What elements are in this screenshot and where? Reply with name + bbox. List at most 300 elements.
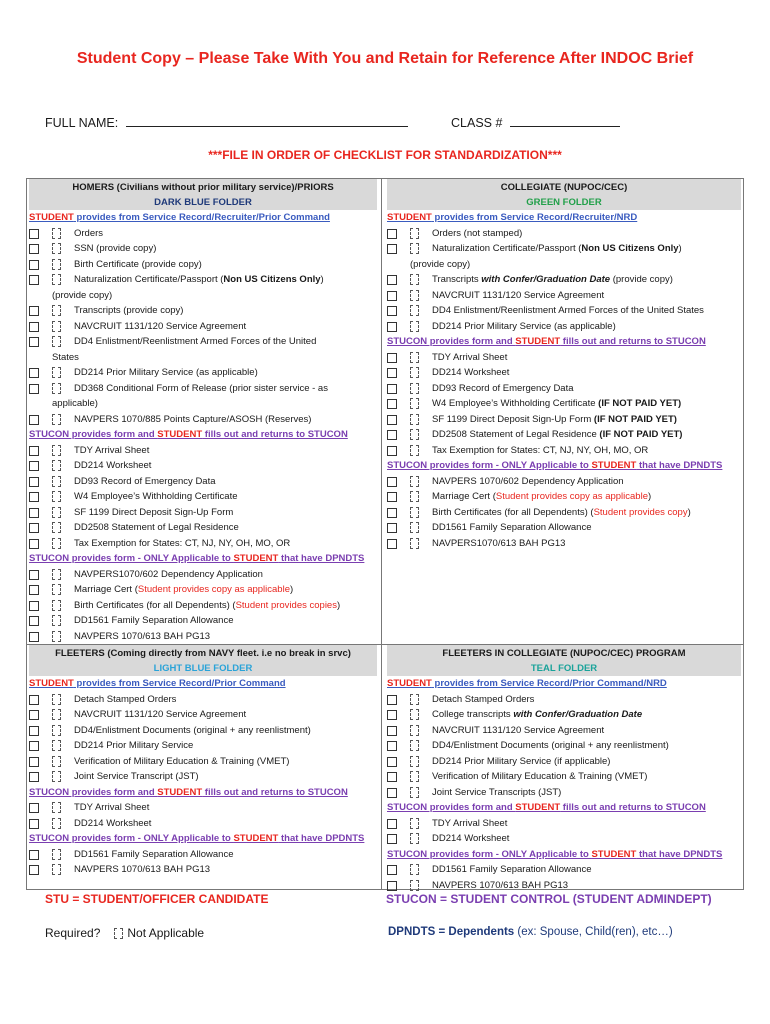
homers-section bbox=[29, 179, 377, 644]
checkbox[interactable] bbox=[29, 477, 39, 487]
checkbox[interactable] bbox=[29, 772, 39, 782]
item-label: Birth Certificates (for all Dependents) (Student provides copies) bbox=[74, 599, 341, 611]
checkbox[interactable] bbox=[29, 616, 39, 626]
checkbox[interactable] bbox=[29, 710, 39, 720]
list-item[interactable] bbox=[387, 692, 741, 708]
item-label: TDY Arrival Sheet bbox=[74, 802, 150, 813]
checkbox[interactable] bbox=[29, 415, 39, 425]
text: ) bbox=[320, 274, 324, 285]
list-item[interactable] bbox=[387, 241, 741, 257]
list-item[interactable] bbox=[29, 598, 377, 614]
stu-legend: STU = STUDENT/OFFICER CANDIDATE bbox=[45, 892, 269, 906]
list-item[interactable] bbox=[387, 319, 741, 335]
list-item[interactable] bbox=[29, 723, 377, 739]
list-item[interactable] bbox=[29, 226, 377, 242]
checkbox-na[interactable] bbox=[52, 336, 61, 347]
sec-text: STUCON provides form - ONLY Applicable to bbox=[29, 553, 234, 564]
checkbox[interactable] bbox=[387, 291, 397, 301]
checkbox[interactable] bbox=[387, 757, 397, 767]
checkbox[interactable] bbox=[387, 819, 397, 829]
checkbox-na[interactable] bbox=[410, 352, 419, 363]
checkbox-na[interactable] bbox=[410, 491, 419, 502]
checkbox-na[interactable] bbox=[410, 445, 419, 456]
dpndts-key: DPNDTS = Dependents bbox=[388, 926, 515, 938]
checkbox[interactable] bbox=[29, 632, 39, 642]
checkbox-na[interactable] bbox=[52, 414, 61, 425]
checkbox[interactable] bbox=[29, 695, 39, 705]
text-red: Student provides copy bbox=[593, 506, 688, 518]
checkbox[interactable] bbox=[387, 415, 397, 425]
item-label: DD93 Record of Emergency Data bbox=[74, 475, 216, 487]
item-label: Detach Stamped Orders bbox=[74, 693, 177, 705]
list-item[interactable] bbox=[29, 567, 377, 583]
text: ) bbox=[678, 243, 682, 254]
checkbox[interactable] bbox=[29, 275, 39, 285]
list-item[interactable] bbox=[387, 443, 741, 459]
checkbox[interactable] bbox=[29, 461, 39, 471]
list-item[interactable] bbox=[29, 769, 377, 785]
checkbox-na[interactable] bbox=[52, 600, 61, 611]
sec-text: STUCON provides form - ONLY Applicable to bbox=[29, 833, 234, 844]
list-item[interactable] bbox=[29, 862, 377, 878]
checkbox-na[interactable] bbox=[52, 569, 61, 580]
sec-text: STUCON provides form and bbox=[387, 336, 516, 347]
checkbox-na[interactable] bbox=[52, 522, 61, 533]
checkbox[interactable] bbox=[387, 539, 397, 549]
checkbox[interactable] bbox=[387, 477, 397, 487]
fleeters-sec2-heading bbox=[29, 785, 377, 801]
full-name-label: FULL NAME: bbox=[45, 116, 119, 130]
dpndts-legend bbox=[388, 926, 673, 938]
checkbox[interactable] bbox=[29, 741, 39, 751]
checkbox[interactable] bbox=[387, 865, 397, 875]
list-item[interactable] bbox=[29, 520, 377, 536]
checkbox[interactable] bbox=[29, 570, 39, 580]
checkbox[interactable] bbox=[29, 757, 39, 767]
item-label: DD368 Conditional Form of Release (prior sister service - as bbox=[74, 382, 328, 394]
checkbox[interactable] bbox=[387, 726, 397, 736]
checkbox-na[interactable] bbox=[410, 709, 419, 720]
item-label: NAVPERS 1070/602 Dependency Application bbox=[432, 475, 624, 487]
checkbox-na[interactable] bbox=[52, 259, 61, 270]
checkbox-na[interactable] bbox=[52, 771, 61, 782]
checkbox[interactable] bbox=[29, 229, 39, 239]
checkbox[interactable] bbox=[387, 322, 397, 332]
collegiate-header bbox=[387, 179, 741, 210]
student-word: STUDENT bbox=[515, 336, 561, 347]
list-item[interactable] bbox=[29, 613, 377, 629]
checkbox[interactable] bbox=[29, 244, 39, 254]
list-item[interactable] bbox=[29, 582, 377, 598]
item-label: NAVPERS 1070/613 BAH PG13 bbox=[432, 879, 569, 891]
checkbox-na[interactable] bbox=[52, 507, 61, 518]
checkbox[interactable] bbox=[387, 523, 397, 533]
text-bold-italic: with Confer/Graduation Date bbox=[513, 709, 643, 720]
checklist-table bbox=[26, 178, 744, 890]
sec-text: fills out and returns to STUCON bbox=[202, 786, 348, 798]
checkbox-na[interactable] bbox=[52, 445, 61, 456]
text-bold: Non US Citizens Only bbox=[223, 274, 321, 285]
item-label: SSN (provide copy) bbox=[74, 243, 157, 254]
checkbox-na[interactable] bbox=[52, 491, 61, 502]
checkbox-na[interactable] bbox=[410, 538, 419, 549]
homers-sec1-heading bbox=[29, 210, 377, 226]
checkbox[interactable] bbox=[29, 539, 39, 549]
checkbox-na[interactable] bbox=[410, 507, 419, 518]
text: Birth Certificates (for all Dependents) ( bbox=[74, 599, 236, 611]
list-item[interactable] bbox=[387, 272, 741, 288]
checkbox-na[interactable] bbox=[52, 864, 61, 875]
collegiate-section bbox=[387, 179, 741, 551]
checkbox-na[interactable] bbox=[410, 694, 419, 705]
checkbox[interactable] bbox=[387, 384, 397, 394]
list-item[interactable] bbox=[387, 505, 741, 521]
item-label: DD214 Worksheet bbox=[74, 460, 152, 471]
text: (provide copy) bbox=[610, 274, 673, 285]
checkbox-na[interactable] bbox=[52, 615, 61, 626]
checkbox-na[interactable] bbox=[52, 476, 61, 487]
item-label: DD2508 Statement of Legal Residence bbox=[74, 522, 239, 533]
not-applicable-box bbox=[114, 928, 123, 939]
checkbox[interactable] bbox=[29, 601, 39, 611]
checkbox[interactable] bbox=[387, 710, 397, 720]
item-label: Joint Service Transcript (JST) bbox=[74, 771, 199, 782]
item-label: DD4 Enlistment/Reenlistment Armed Forces of the United bbox=[74, 336, 317, 347]
sec-text: STUCON provides form and bbox=[29, 786, 158, 798]
fleeters-folder: LIGHT BLUE FOLDER bbox=[153, 663, 253, 674]
checkbox-na[interactable] bbox=[410, 290, 419, 301]
list-item[interactable] bbox=[29, 319, 377, 335]
student-word: STUDENT bbox=[387, 678, 432, 689]
student-word: STUDENT bbox=[591, 848, 637, 860]
not-applicable-label: Not Applicable bbox=[127, 926, 205, 940]
item-label: Orders bbox=[74, 227, 104, 239]
checkbox-na[interactable] bbox=[410, 321, 419, 332]
sec-text: fills out and returns to STUCON bbox=[560, 802, 706, 813]
full-name-line bbox=[45, 114, 408, 130]
checkbox-na[interactable] bbox=[52, 367, 61, 378]
checkbox[interactable] bbox=[29, 803, 39, 813]
checkbox-na[interactable] bbox=[410, 833, 419, 844]
item-label: DD1561 Family Separation Allowance bbox=[432, 864, 592, 875]
list-item[interactable] bbox=[387, 474, 741, 490]
sec-text: STUCON provides form - ONLY Applicable to bbox=[387, 460, 592, 471]
checkbox[interactable] bbox=[29, 337, 39, 347]
list-item[interactable] bbox=[387, 520, 741, 536]
item-label bbox=[432, 272, 741, 288]
collegiate-folder: GREEN FOLDER bbox=[526, 197, 602, 208]
checkbox[interactable] bbox=[29, 726, 39, 736]
list-item[interactable] bbox=[387, 536, 741, 552]
item-label: Marriage Cert (Student provides copy as applicable) bbox=[74, 584, 294, 595]
list-item[interactable] bbox=[387, 862, 741, 878]
checkbox[interactable] bbox=[29, 819, 39, 829]
checkbox[interactable] bbox=[387, 741, 397, 751]
checkbox-na[interactable] bbox=[52, 243, 61, 254]
list-item[interactable] bbox=[387, 723, 741, 739]
student-word: STUDENT bbox=[515, 802, 561, 813]
list-item[interactable] bbox=[387, 754, 741, 770]
checkbox[interactable] bbox=[29, 585, 39, 595]
checkbox-na[interactable] bbox=[410, 243, 419, 254]
list-item[interactable] bbox=[387, 878, 741, 894]
checkbox[interactable] bbox=[387, 788, 397, 798]
list-item[interactable] bbox=[387, 816, 741, 832]
checkbox[interactable] bbox=[387, 508, 397, 518]
text: W4 Employee’s Withholding Certificate bbox=[432, 398, 599, 409]
text: Marriage Cert ( bbox=[74, 584, 138, 595]
checkbox-na[interactable] bbox=[410, 740, 419, 751]
checkbox-na[interactable] bbox=[52, 756, 61, 767]
list-item[interactable] bbox=[387, 738, 741, 754]
list-item[interactable] bbox=[29, 536, 377, 552]
item-label: NAVCRUIT 1131/120 Service Agreement bbox=[432, 724, 605, 736]
list-item[interactable] bbox=[29, 303, 377, 319]
checkbox-na[interactable] bbox=[410, 274, 419, 285]
checkbox-na[interactable] bbox=[410, 522, 419, 533]
list-item[interactable] bbox=[29, 505, 377, 521]
list-item[interactable] bbox=[29, 629, 377, 645]
fleeters-sec3-heading bbox=[29, 831, 377, 847]
checkbox[interactable] bbox=[387, 275, 397, 285]
checkbox-na[interactable] bbox=[52, 228, 61, 239]
checkbox-na[interactable] bbox=[52, 802, 61, 813]
list-item[interactable] bbox=[29, 412, 377, 428]
checkbox-na[interactable] bbox=[52, 321, 61, 332]
checkbox-na[interactable] bbox=[52, 740, 61, 751]
checkbox-na[interactable] bbox=[410, 756, 419, 767]
checkbox-na[interactable] bbox=[52, 274, 61, 285]
checkbox-na[interactable] bbox=[410, 398, 419, 409]
item-label: DD4/Enlistment Documents (original + any reenlistment) bbox=[74, 724, 311, 736]
list-item[interactable] bbox=[29, 489, 377, 505]
checkbox[interactable] bbox=[387, 446, 397, 456]
checkbox-na[interactable] bbox=[52, 584, 61, 595]
item-label: Tax Exemption for States: CT, NJ, NY, OH, MO, OR bbox=[432, 444, 649, 456]
text: Naturalization Certificate/Passport ( bbox=[432, 243, 582, 254]
text: DD2508 Statement of Legal Residence bbox=[432, 429, 600, 440]
item-label: NAVPERS1070/613 BAH PG13 bbox=[432, 537, 566, 549]
sec-text: fills out and returns to STUCON bbox=[202, 429, 348, 440]
text: Transcripts bbox=[432, 274, 482, 285]
checkbox[interactable] bbox=[387, 430, 397, 440]
item-label: Verification of Military Education & Training (VMET) bbox=[432, 771, 648, 782]
checkbox[interactable] bbox=[387, 834, 397, 844]
checkbox-na[interactable] bbox=[410, 414, 419, 425]
checkbox-na[interactable] bbox=[410, 771, 419, 782]
sec-text: provides from Service Record/Recruiter/Prior Command bbox=[73, 212, 330, 223]
list-item[interactable] bbox=[29, 707, 377, 723]
required-label: Required? bbox=[45, 926, 101, 940]
list-item[interactable] bbox=[387, 785, 741, 801]
item-label: DD1561 Family Separation Allowance bbox=[432, 522, 592, 533]
checkbox-na[interactable] bbox=[410, 429, 419, 440]
list-item[interactable] bbox=[387, 412, 741, 428]
student-word: STUDENT bbox=[233, 553, 279, 564]
item-label: Tax Exemption for States: CT, NJ, NY, OH, MO, OR bbox=[74, 537, 291, 549]
checkbox[interactable] bbox=[387, 306, 397, 316]
checkbox-na[interactable] bbox=[52, 709, 61, 720]
list-item[interactable] bbox=[387, 350, 741, 366]
list-item[interactable] bbox=[387, 831, 741, 847]
sec-text: fills out and returns to STUCON bbox=[560, 336, 706, 347]
checkbox[interactable] bbox=[387, 229, 397, 239]
fleeters-section bbox=[29, 645, 377, 878]
list-item[interactable] bbox=[29, 334, 377, 350]
list-item[interactable] bbox=[387, 427, 741, 443]
text: SF 1199 Direct Deposit Sign-Up Form bbox=[432, 413, 594, 425]
sec-text: provides from Service Record/Prior Command bbox=[73, 678, 286, 689]
checkbox-na[interactable] bbox=[52, 725, 61, 736]
checkbox[interactable] bbox=[29, 306, 39, 316]
list-item[interactable] bbox=[29, 816, 377, 832]
checkbox[interactable] bbox=[29, 322, 39, 332]
item-label: Joint Service Transcripts (JST) bbox=[432, 786, 562, 798]
student-word: STUDENT bbox=[233, 833, 279, 844]
item-label bbox=[432, 427, 741, 443]
list-item[interactable] bbox=[29, 692, 377, 708]
checkbox-na[interactable] bbox=[52, 849, 61, 860]
fleeters-collegiate-section bbox=[387, 645, 741, 893]
checkbox-na[interactable] bbox=[410, 383, 419, 394]
full-name-field[interactable] bbox=[126, 114, 408, 127]
text-red: Student provides copy as applicable bbox=[495, 491, 648, 502]
checkbox-na[interactable] bbox=[52, 818, 61, 829]
list-item[interactable] bbox=[29, 738, 377, 754]
fleeters-collegiate-folder: TEAL FOLDER bbox=[530, 663, 598, 674]
collegiate-sec2-heading bbox=[387, 334, 741, 350]
item-label: DD214 Prior Military Service bbox=[74, 740, 194, 751]
checkbox-na[interactable] bbox=[410, 864, 419, 875]
checkbox-na[interactable] bbox=[52, 538, 61, 549]
checkbox-na[interactable] bbox=[410, 725, 419, 736]
list-item[interactable] bbox=[387, 769, 741, 785]
list-item[interactable] bbox=[387, 303, 741, 319]
item-label: NAVPERS 1070/613 BAH PG13 bbox=[74, 630, 211, 642]
checkbox-na[interactable] bbox=[52, 383, 61, 394]
item-label: DD214 Prior Military Service (as applicable) bbox=[74, 367, 258, 378]
homers-folder: DARK BLUE FOLDER bbox=[154, 197, 252, 208]
list-item[interactable] bbox=[29, 257, 377, 273]
checkbox-na[interactable] bbox=[52, 694, 61, 705]
list-item[interactable] bbox=[29, 272, 377, 288]
checkbox[interactable] bbox=[387, 881, 397, 891]
checkbox[interactable] bbox=[387, 353, 397, 363]
list-item[interactable] bbox=[387, 489, 741, 505]
stucon-legend: STUCON = STUDENT CONTROL (STUDENT ADMINDEPT) bbox=[386, 892, 712, 906]
text: Birth Certificates (for all Dependents) ( bbox=[432, 506, 594, 518]
text-bold-italic: with Confer/Graduation Date bbox=[481, 274, 611, 285]
item-label: Detach Stamped Orders bbox=[432, 693, 535, 705]
list-item[interactable] bbox=[29, 458, 377, 474]
checkbox[interactable] bbox=[29, 865, 39, 875]
list-item[interactable] bbox=[29, 847, 377, 863]
checkbox[interactable] bbox=[387, 368, 397, 378]
list-item[interactable] bbox=[29, 754, 377, 770]
item-label bbox=[432, 412, 741, 428]
item-label bbox=[74, 272, 377, 288]
checkbox-na[interactable] bbox=[52, 460, 61, 471]
list-item[interactable] bbox=[387, 396, 741, 412]
text: Naturalization Certificate/Passport ( bbox=[74, 274, 224, 285]
item-label: DD214 Worksheet bbox=[432, 367, 510, 378]
checkbox-na[interactable] bbox=[410, 787, 419, 798]
list-item[interactable] bbox=[29, 365, 377, 381]
fleeters-collegiate-header bbox=[387, 645, 741, 676]
item-label: DD4/Enlistment Documents (original + any reenlistment) bbox=[432, 740, 669, 751]
checkbox-na[interactable] bbox=[410, 880, 419, 891]
text: Marriage Cert ( bbox=[432, 491, 496, 502]
list-item[interactable] bbox=[29, 800, 377, 816]
item-label bbox=[432, 707, 741, 723]
sec-text: that have DPNDTS bbox=[636, 460, 723, 471]
checkbox-na[interactable] bbox=[410, 476, 419, 487]
checkbox-na[interactable] bbox=[410, 305, 419, 316]
item-label: Transcripts (provide copy) bbox=[74, 305, 184, 316]
checkbox[interactable] bbox=[387, 492, 397, 502]
list-item[interactable] bbox=[387, 226, 741, 242]
checkbox-na[interactable] bbox=[52, 305, 61, 316]
checkbox[interactable] bbox=[29, 523, 39, 533]
list-item[interactable] bbox=[387, 288, 741, 304]
item-label: Birth Certificate (provide copy) bbox=[74, 258, 202, 270]
item-label: NAVCRUIT 1131/120 Service Agreement bbox=[74, 320, 247, 332]
fleeters-collegiate-sec1-heading bbox=[387, 676, 741, 692]
item-label: DD1561 Family Separation Allowance bbox=[74, 848, 234, 860]
text-red: Student provides copies bbox=[235, 599, 337, 611]
item-label: DD4 Enlistment/Reenlistment Armed Forces of the United States bbox=[432, 305, 704, 316]
list-item[interactable] bbox=[29, 381, 377, 397]
item-label: NAVPERS1070/602 Dependency Application bbox=[74, 568, 263, 580]
fleeters-title: FLEETERS (Coming directly from NAVY fleet. i.e no break in srvc) bbox=[55, 648, 351, 659]
checkbox[interactable] bbox=[29, 260, 39, 270]
item-continuation: (provide copy) bbox=[52, 289, 113, 301]
checkbox[interactable] bbox=[387, 695, 397, 705]
checkbox[interactable] bbox=[29, 492, 39, 502]
checkbox[interactable] bbox=[387, 772, 397, 782]
list-item[interactable] bbox=[387, 381, 741, 397]
list-item[interactable] bbox=[387, 365, 741, 381]
list-item[interactable] bbox=[29, 241, 377, 257]
checkbox[interactable] bbox=[29, 850, 39, 860]
checkbox[interactable] bbox=[29, 368, 39, 378]
student-word: STUDENT bbox=[157, 786, 203, 798]
list-item[interactable] bbox=[29, 474, 377, 490]
item-label: DD1561 Family Separation Allowance bbox=[74, 615, 234, 626]
item-label: NAVPERS 1070/885 Points Capture/ASOSH (Reserves) bbox=[74, 413, 312, 425]
list-item[interactable] bbox=[29, 443, 377, 459]
checkbox-na[interactable] bbox=[410, 818, 419, 829]
checkbox-na[interactable] bbox=[410, 367, 419, 378]
checkbox[interactable] bbox=[29, 446, 39, 456]
student-word: STUDENT bbox=[387, 212, 432, 223]
student-word: STUDENT bbox=[29, 212, 74, 223]
checkbox-na[interactable] bbox=[52, 631, 61, 642]
list-item[interactable] bbox=[387, 707, 741, 723]
item-label: W4 Employee’s Withholding Certificate bbox=[74, 491, 238, 502]
checkbox-na[interactable] bbox=[410, 228, 419, 239]
checkbox[interactable] bbox=[29, 384, 39, 394]
text-red: Student provides copy as applicable bbox=[137, 584, 290, 595]
checkbox[interactable] bbox=[29, 508, 39, 518]
item-continuation: States bbox=[52, 351, 79, 363]
class-field[interactable] bbox=[510, 114, 620, 127]
sec-text: STUCON provides form and bbox=[29, 429, 158, 440]
checkbox[interactable] bbox=[387, 399, 397, 409]
checkbox[interactable] bbox=[387, 244, 397, 254]
column-divider bbox=[381, 179, 382, 889]
sec-text: STUCON provides form - ONLY Applicable to bbox=[387, 848, 592, 860]
